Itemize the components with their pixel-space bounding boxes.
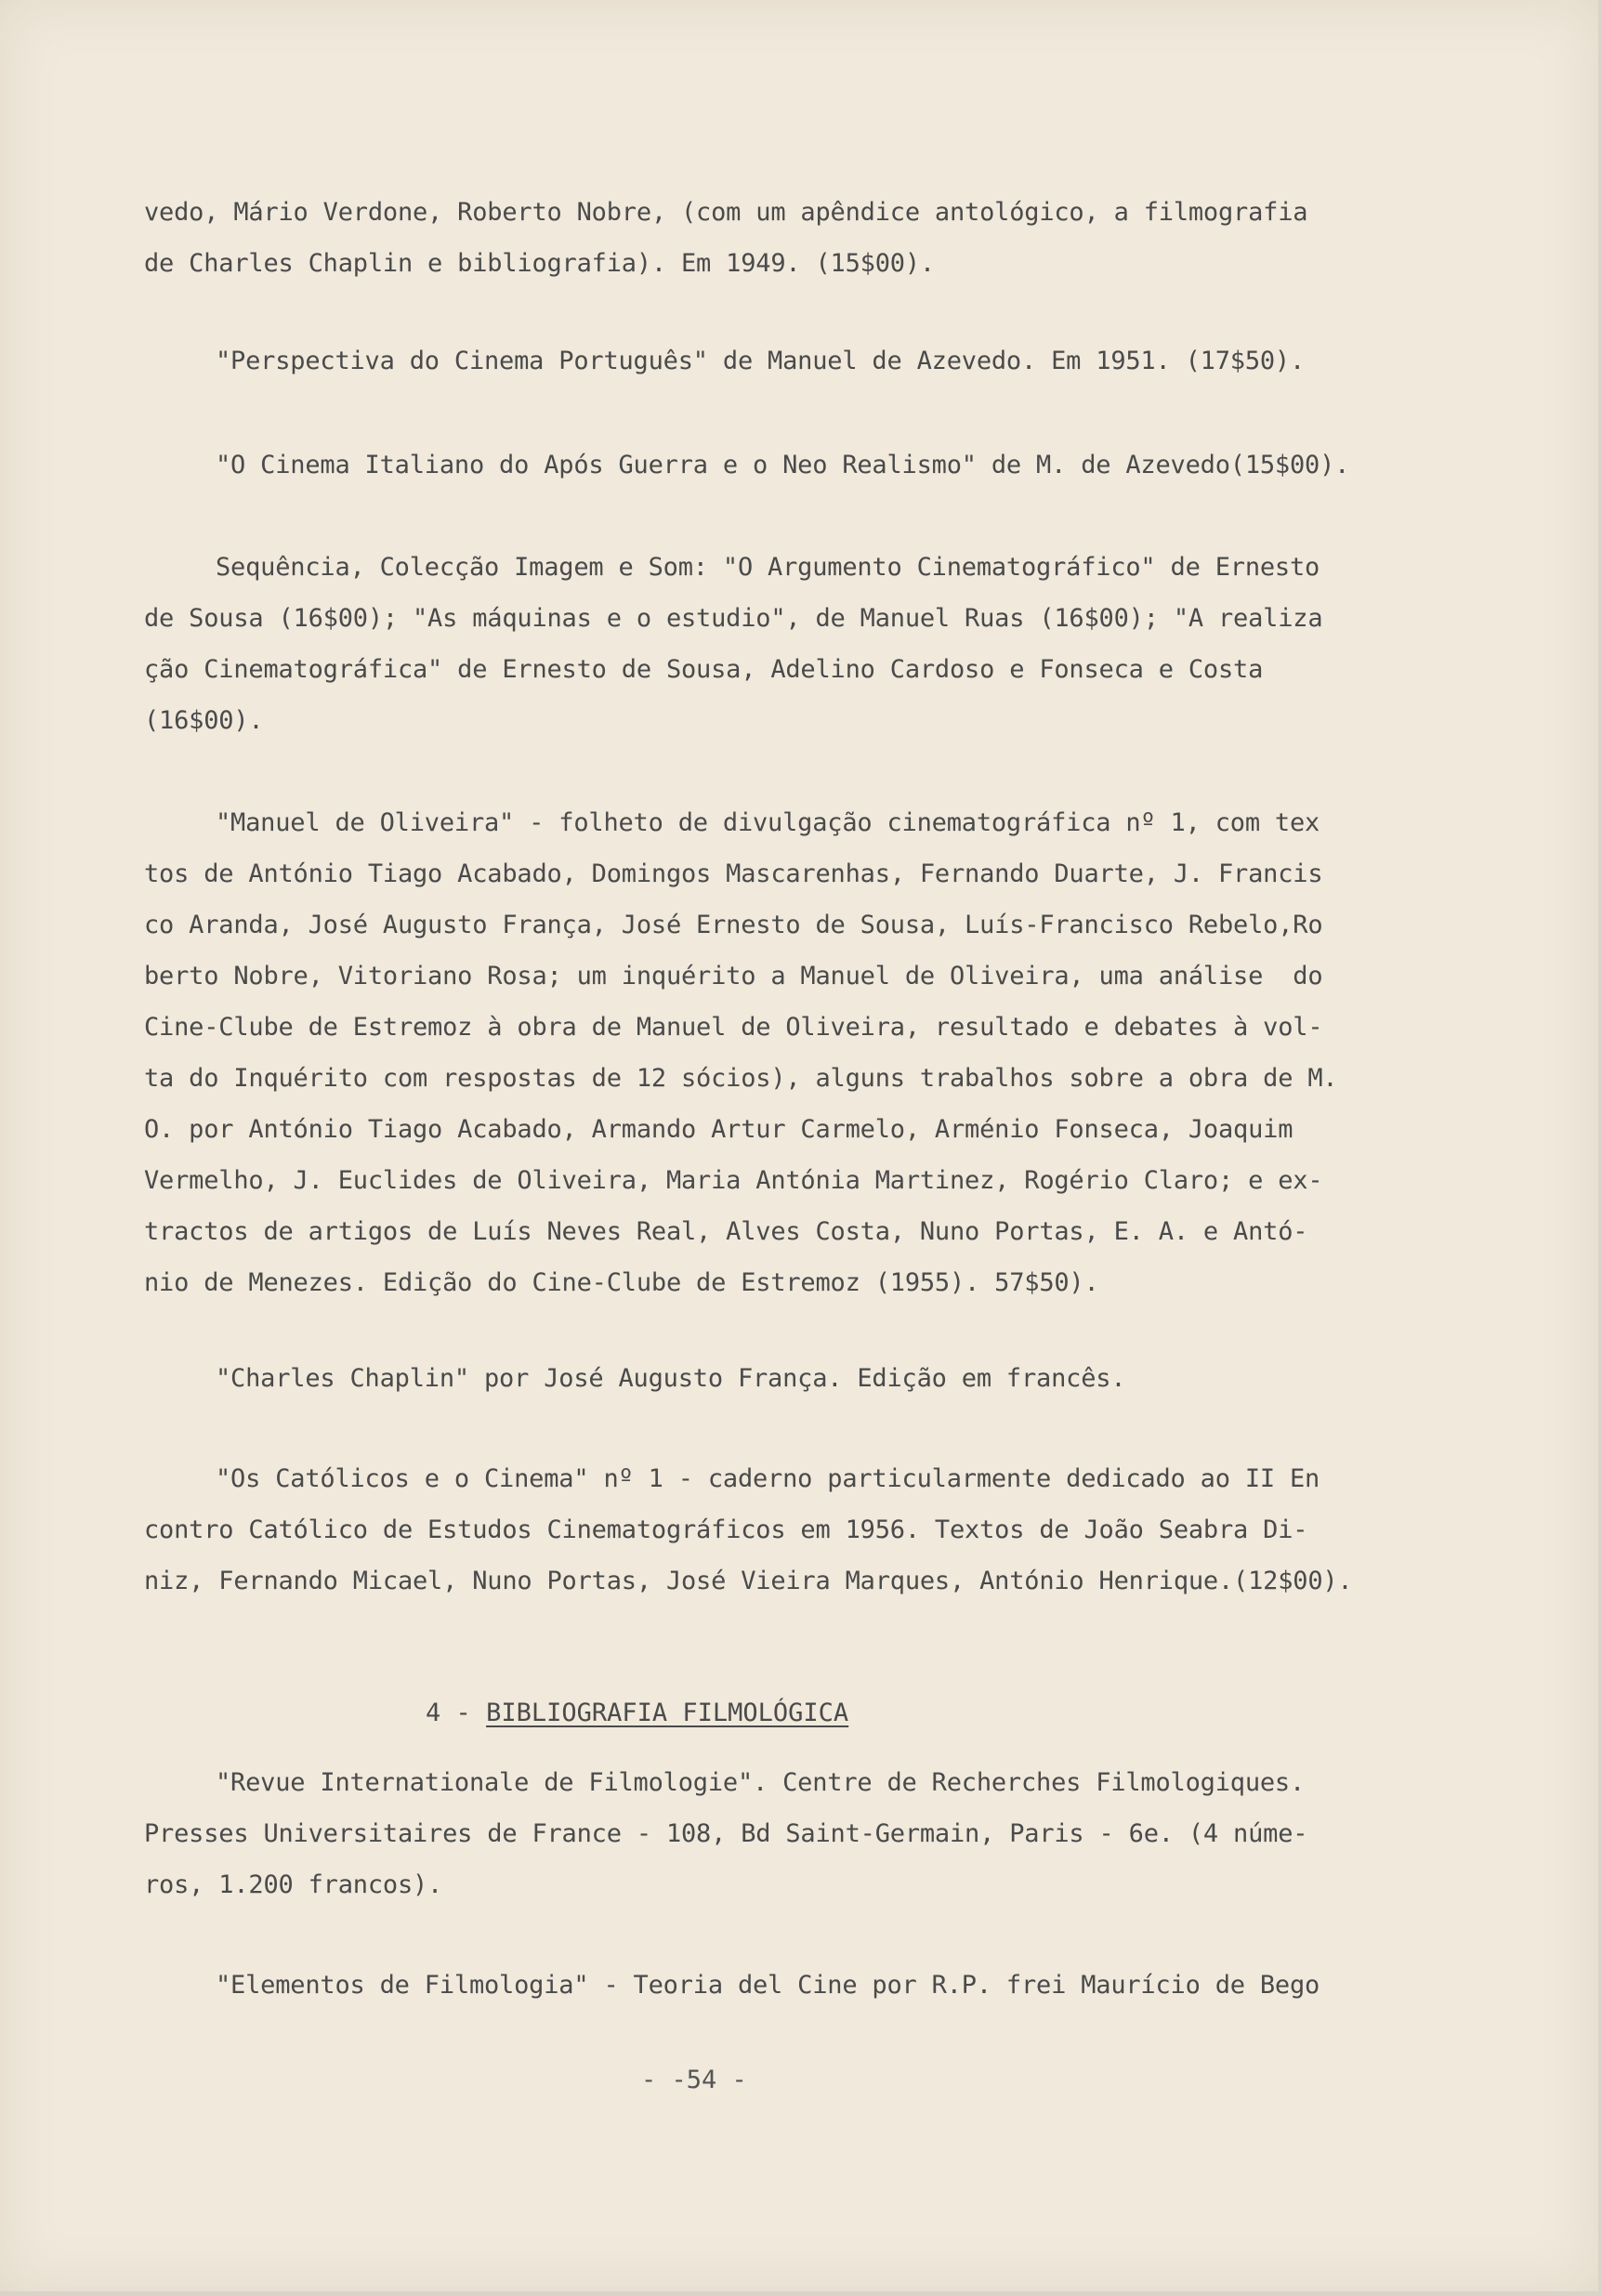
text-line: tos de António Tiago Acabado, Domingos Mascarenhas, Fernando Duarte, J. Francis (144, 859, 1323, 888)
text-line: ção Cinematográfica" de Ernesto de Sousa, Adelino Cardoso e Fonseca e Costa (144, 655, 1264, 684)
text-line: de Sousa (16$00); "As máquinas e o estudio", de Manuel Ruas (16$00); "A realiza (144, 604, 1323, 633)
text-line: Vermelho, J. Euclides de Oliveira, Maria Antónia Martinez, Rogério Claro; e ex- (144, 1166, 1323, 1195)
text-line: ros, 1.200 francos). (144, 1870, 443, 1899)
text-line: "Charles Chaplin" por José Augusto França. Edição em francês. (216, 1364, 1126, 1393)
text-line: contro Católico de Estudos Cinematográficos em 1956. Textos de João Seabra Di- (144, 1515, 1308, 1544)
text-line: nio de Menezes. Edição do Cine-Clube de Estremoz (1955). 57$50). (144, 1268, 1099, 1297)
text-line: ta do Inquérito com respostas de 12 sócios), alguns trabalhos sobre a obra de M. (144, 1064, 1338, 1093)
section-title: BIBLIOGRAFIA FILMOLÓGICA (486, 1699, 849, 1727)
text-line: co Aranda, José Augusto França, José Ernesto de Sousa, Luís-Francisco Rebelo,Ro (144, 911, 1323, 939)
text-line: "Perspectiva do Cinema Português" de Manuel de Azevedo. Em 1951. (17$50). (216, 347, 1306, 375)
page-number: - -54 - (641, 2066, 747, 2094)
text-line: O. por António Tiago Acabado, Armando Artur Carmelo, Arménio Fonseca, Joaquim (144, 1115, 1293, 1144)
text-line: "Os Católicos e o Cinema" nº 1 - caderno particularmente dedicado ao II En (216, 1464, 1320, 1493)
text-line: (16$00). (144, 706, 264, 735)
text-line: "Manuel de Oliveira" - folheto de divulgação cinematográfica nº 1, com tex (216, 808, 1320, 837)
section-heading (365, 1666, 848, 1761)
text-line: "Revue Internationale de Filmologie". Centre de Recherches Filmologiques. (216, 1768, 1306, 1797)
text-line: berto Nobre, Vitoriano Rosa; um inquérito a Manuel de Oliveira, uma análise do (144, 962, 1323, 991)
text-line: Sequência, Colecção Imagem e Som: "O Argumento Cinematográfico" de Ernesto (216, 553, 1320, 582)
text-line: Cine-Clube de Estremoz à obra de Manuel de Oliveira, resultado e debates à vol- (144, 1013, 1323, 1042)
text-line: tractos de artigos de Luís Neves Real, Alves Costa, Nuno Portas, E. A. e Antó- (144, 1217, 1308, 1246)
section-number: 4 - (426, 1699, 487, 1727)
text-line: Presses Universitaires de France - 108, Bd Saint-Germain, Paris - 6e. (4 núme- (144, 1819, 1308, 1848)
text-line: "Elementos de Filmologia" - Teoria del Cine por R.P. frei Maurício de Bego (216, 1971, 1320, 2000)
text-line: niz, Fernando Micael, Nuno Portas, José Vieira Marques, António Henrique.(12$00). (144, 1567, 1353, 1595)
text-line: vedo, Mário Verdone, Roberto Nobre, (com um apêndice antológico, a filmografia (144, 198, 1308, 227)
text-line: "O Cinema Italiano do Após Guerra e o Neo Realismo" de M. de Azevedo(15$00). (216, 451, 1350, 479)
text-line: de Charles Chaplin e bibliografia). Em 1949. (15$00). (144, 249, 935, 278)
